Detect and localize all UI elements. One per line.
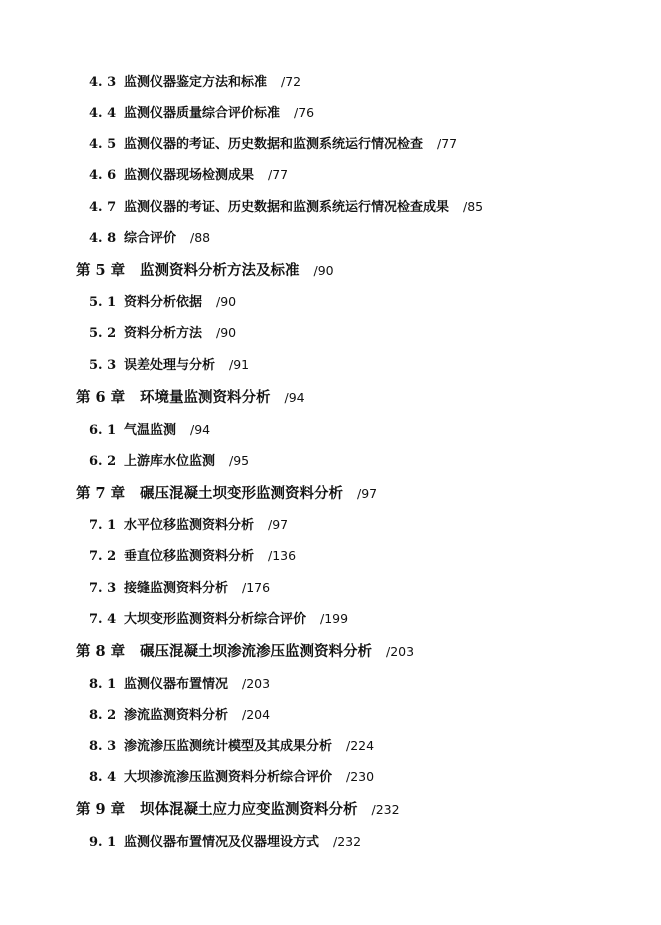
toc-entry-8-4 xyxy=(89,767,374,787)
entry-page: /77 xyxy=(437,136,458,151)
entry-page: /77 xyxy=(268,167,289,182)
toc-entry-4-8 xyxy=(89,228,210,248)
entry-number: 7. 3 xyxy=(89,581,117,596)
chapter-number: 第 6 章 xyxy=(76,389,126,406)
entry-page: /94 xyxy=(190,422,211,437)
entry-title: 气温监测 xyxy=(124,423,177,438)
toc-entry-5-3 xyxy=(89,355,249,375)
toc-entry-6-2 xyxy=(89,451,249,471)
entry-number: 4. 7 xyxy=(89,200,117,215)
entry-page: /85 xyxy=(463,199,484,214)
toc-entry-7-4 xyxy=(89,609,348,629)
entry-title: 资料分析方法 xyxy=(124,326,203,341)
entry-title: 综合评价 xyxy=(124,231,177,246)
chapter-title: 碾压混凝土坝渗流渗压监测资料分析 xyxy=(140,643,372,660)
entry-number: 8. 3 xyxy=(89,739,117,754)
toc-chapter-6 xyxy=(76,388,305,408)
entry-page: /76 xyxy=(294,105,315,120)
chapter-number: 第 5 章 xyxy=(76,262,126,279)
toc-entry-8-3 xyxy=(89,736,374,756)
entry-number: 6. 1 xyxy=(89,423,117,438)
toc-entry-4-5 xyxy=(89,134,457,154)
entry-number: 4. 6 xyxy=(89,168,117,183)
toc-entry-4-6 xyxy=(89,165,288,185)
entry-page: /232 xyxy=(333,834,362,849)
toc-entry-5-1 xyxy=(89,292,236,312)
entry-number: 5. 2 xyxy=(89,326,117,341)
entry-page: /203 xyxy=(242,676,271,691)
entry-title: 监测仪器布置情况 xyxy=(124,677,229,692)
entry-title: 接缝监测资料分析 xyxy=(124,581,229,596)
toc-entry-4-7 xyxy=(89,197,483,217)
chapter-title: 碾压混凝土坝变形监测资料分析 xyxy=(140,485,343,502)
toc-entry-7-2 xyxy=(89,546,296,566)
chapter-number: 第 7 章 xyxy=(76,485,126,502)
entry-title: 渗流渗压监测统计模型及其成果分析 xyxy=(124,739,333,754)
entry-page: /97 xyxy=(268,517,289,532)
entry-number: 5. 1 xyxy=(89,295,117,310)
entry-number: 4. 4 xyxy=(89,106,117,121)
toc-entry-8-1 xyxy=(89,674,270,694)
entry-number: 4. 8 xyxy=(89,231,117,246)
toc-chapter-9 xyxy=(76,800,400,820)
entry-number: 8. 1 xyxy=(89,677,117,692)
entry-title: 监测仪器现场检测成果 xyxy=(124,168,255,183)
chapter-title: 监测资料分析方法及标准 xyxy=(140,262,300,279)
entry-title: 资料分析依据 xyxy=(124,295,203,310)
entry-number: 4. 5 xyxy=(89,137,117,152)
entry-page: /176 xyxy=(242,580,271,595)
entry-number: 7. 1 xyxy=(89,518,117,533)
entry-page: /136 xyxy=(268,548,297,563)
entry-page: /204 xyxy=(242,707,271,722)
chapter-page: /203 xyxy=(386,644,415,659)
toc-entry-7-3 xyxy=(89,578,270,598)
entry-page: /72 xyxy=(281,74,302,89)
entry-title: 误差处理与分析 xyxy=(124,358,216,373)
entry-title: 监测仪器布置情况及仪器埋设方式 xyxy=(124,835,320,850)
chapter-title: 坝体混凝土应力应变监测资料分析 xyxy=(140,801,358,818)
entry-page: /91 xyxy=(229,357,250,372)
toc-entry-8-2 xyxy=(89,705,270,725)
entry-number: 8. 4 xyxy=(89,770,117,785)
chapter-title: 环境量监测资料分析 xyxy=(140,389,271,406)
chapter-number: 第 8 章 xyxy=(76,643,126,660)
entry-number: 8. 2 xyxy=(89,708,117,723)
entry-title: 监测仪器的考证、历史数据和监测系统运行情况检查 xyxy=(124,137,424,152)
toc-entry-4-3 xyxy=(89,72,301,92)
toc-entry-6-1 xyxy=(89,420,210,440)
entry-number: 6. 2 xyxy=(89,454,117,469)
entry-title: 上游库水位监测 xyxy=(124,454,216,469)
entry-title: 监测仪器质量综合评价标准 xyxy=(124,106,281,121)
entry-number: 5. 3 xyxy=(89,358,117,373)
entry-number: 7. 2 xyxy=(89,549,117,564)
chapter-page: /232 xyxy=(371,802,400,817)
entry-page: /90 xyxy=(216,325,237,340)
toc-entry-7-1 xyxy=(89,515,288,535)
entry-number: 7. 4 xyxy=(89,612,117,627)
entry-title: 监测仪器的考证、历史数据和监测系统运行情况检查成果 xyxy=(124,200,450,215)
entry-page: /88 xyxy=(190,230,211,245)
chapter-number: 第 9 章 xyxy=(76,801,126,818)
entry-page: /224 xyxy=(346,738,375,753)
toc-chapter-7 xyxy=(76,484,377,504)
entry-title: 大坝变形监测资料分析综合评价 xyxy=(124,612,307,627)
toc-entry-4-4 xyxy=(89,103,314,123)
entry-title: 垂直位移监测资料分析 xyxy=(124,549,255,564)
entry-page: /90 xyxy=(216,294,237,309)
toc-entry-9-1 xyxy=(89,832,361,852)
entry-number: 4. 3 xyxy=(89,75,117,90)
chapter-page: /94 xyxy=(284,390,305,405)
toc-entry-5-2 xyxy=(89,323,236,343)
entry-page: /230 xyxy=(346,769,375,784)
entry-title: 大坝渗流渗压监测资料分析综合评价 xyxy=(124,770,333,785)
entry-page: /95 xyxy=(229,453,250,468)
toc-chapter-8 xyxy=(76,642,414,662)
entry-page: /199 xyxy=(320,611,349,626)
entry-number: 9. 1 xyxy=(89,835,117,850)
toc-chapter-5 xyxy=(76,261,334,281)
entry-title: 监测仪器鉴定方法和标准 xyxy=(124,75,268,90)
entry-title: 渗流监测资料分析 xyxy=(124,708,229,723)
chapter-page: /90 xyxy=(313,263,334,278)
entry-title: 水平位移监测资料分析 xyxy=(124,518,255,533)
chapter-page: /97 xyxy=(357,486,378,501)
